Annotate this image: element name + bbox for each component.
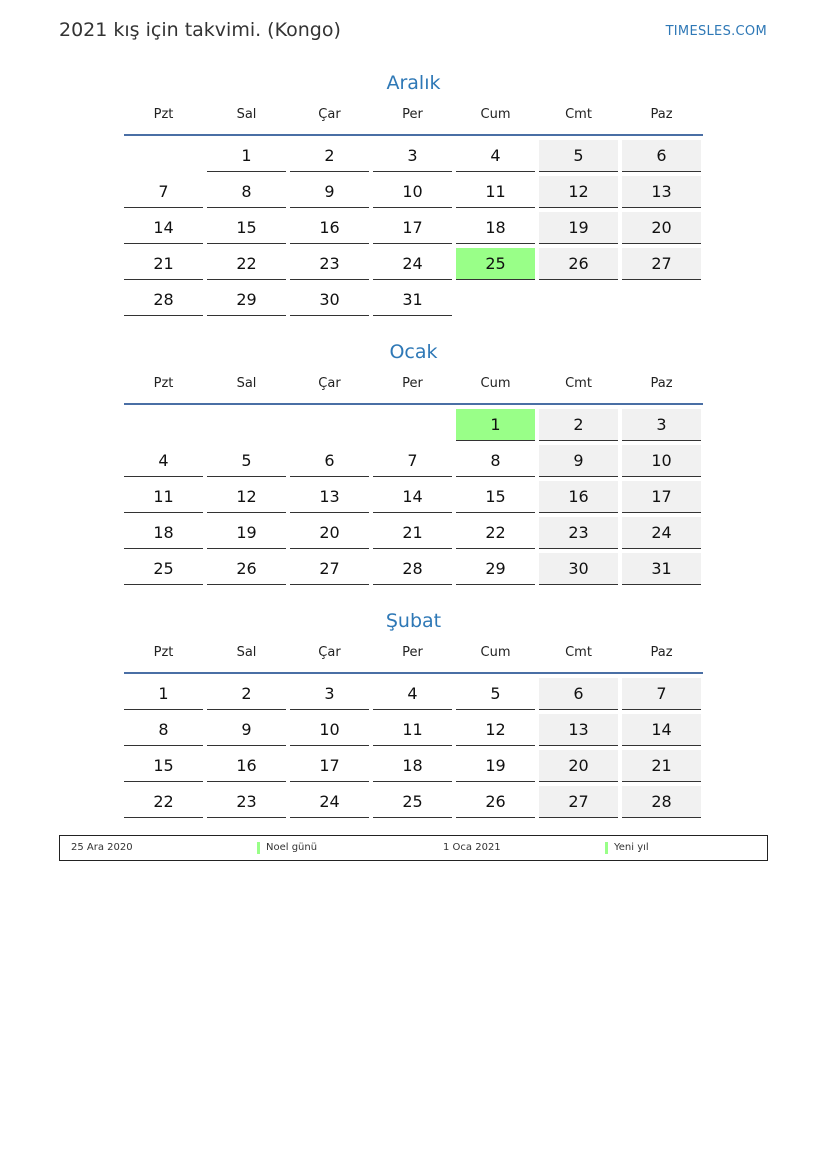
legend-marker-icon-2 bbox=[605, 842, 608, 854]
weekday-label: Cum bbox=[480, 376, 511, 391]
day-cell: 21 bbox=[622, 750, 701, 782]
day-cell: 17 bbox=[373, 212, 452, 244]
weekday-label: Çar bbox=[318, 376, 341, 391]
day-cell: 11 bbox=[124, 481, 203, 513]
holiday-day-cell: 1 bbox=[456, 409, 535, 441]
day-cell: 5 bbox=[207, 445, 286, 477]
empty-day-cell bbox=[622, 284, 701, 316]
day-cell: 9 bbox=[539, 445, 618, 477]
day-cell: 12 bbox=[207, 481, 286, 513]
day-cell: 9 bbox=[207, 714, 286, 746]
weekday-label: Cum bbox=[480, 645, 511, 660]
day-cell: 11 bbox=[373, 714, 452, 746]
day-cell: 12 bbox=[539, 176, 618, 208]
day-cell: 8 bbox=[456, 445, 535, 477]
day-cell: 3 bbox=[290, 678, 369, 710]
day-cell: 4 bbox=[124, 445, 203, 477]
day-cell: 1 bbox=[207, 140, 286, 172]
empty-day-cell bbox=[124, 409, 203, 441]
legend-date-2: 1 Oca 2021 bbox=[443, 842, 501, 853]
day-cell: 29 bbox=[207, 284, 286, 316]
day-cell: 6 bbox=[622, 140, 701, 172]
day-cell: 31 bbox=[373, 284, 452, 316]
weekday-label: Per bbox=[402, 376, 423, 391]
day-cell: 13 bbox=[290, 481, 369, 513]
weekday-label: Cum bbox=[480, 107, 511, 122]
day-cell: 22 bbox=[124, 786, 203, 818]
day-cell: 27 bbox=[539, 786, 618, 818]
day-cell: 2 bbox=[290, 140, 369, 172]
day-cell: 8 bbox=[124, 714, 203, 746]
day-cell: 28 bbox=[124, 284, 203, 316]
weekday-label: Per bbox=[402, 645, 423, 660]
legend-date-1: 25 Ara 2020 bbox=[71, 842, 133, 853]
weekday-label: Paz bbox=[650, 107, 673, 122]
day-cell: 19 bbox=[207, 517, 286, 549]
day-cell: 11 bbox=[456, 176, 535, 208]
day-cell: 13 bbox=[622, 176, 701, 208]
week-row bbox=[124, 553, 703, 585]
day-cell: 4 bbox=[373, 678, 452, 710]
weekday-label: Sal bbox=[236, 645, 257, 660]
week-row bbox=[124, 248, 703, 280]
week-row bbox=[124, 140, 703, 172]
weekday-label: Pzt bbox=[153, 376, 174, 391]
weeks-grid bbox=[124, 678, 703, 818]
day-cell: 29 bbox=[456, 553, 535, 585]
weekday-label: Çar bbox=[318, 107, 341, 122]
day-cell: 21 bbox=[124, 248, 203, 280]
month-title: Aralık bbox=[386, 72, 441, 94]
weekday-label: Cmt bbox=[565, 645, 592, 660]
weekday-label: Sal bbox=[236, 107, 257, 122]
day-cell: 2 bbox=[539, 409, 618, 441]
day-cell: 6 bbox=[539, 678, 618, 710]
day-cell: 22 bbox=[456, 517, 535, 549]
day-cell: 18 bbox=[124, 517, 203, 549]
day-cell: 5 bbox=[539, 140, 618, 172]
week-row bbox=[124, 445, 703, 477]
day-cell: 26 bbox=[539, 248, 618, 280]
day-cell: 22 bbox=[207, 248, 286, 280]
day-cell: 18 bbox=[373, 750, 452, 782]
day-cell: 1 bbox=[124, 678, 203, 710]
holiday-legend bbox=[59, 835, 768, 861]
day-cell: 7 bbox=[124, 176, 203, 208]
day-cell: 16 bbox=[290, 212, 369, 244]
day-cell: 26 bbox=[207, 553, 286, 585]
weekday-label: Pzt bbox=[153, 645, 174, 660]
empty-day-cell bbox=[124, 140, 203, 172]
day-cell: 30 bbox=[539, 553, 618, 585]
day-cell: 20 bbox=[290, 517, 369, 549]
day-cell: 3 bbox=[622, 409, 701, 441]
day-cell: 27 bbox=[622, 248, 701, 280]
weekday-label: Paz bbox=[650, 645, 673, 660]
weekday-label: Çar bbox=[318, 645, 341, 660]
day-cell: 16 bbox=[207, 750, 286, 782]
weekday-header bbox=[124, 100, 703, 136]
weekday-header bbox=[124, 369, 703, 405]
weeks-grid bbox=[124, 409, 703, 585]
empty-day-cell bbox=[373, 409, 452, 441]
day-cell: 21 bbox=[373, 517, 452, 549]
month-title: Şubat bbox=[385, 610, 442, 632]
day-cell: 20 bbox=[622, 212, 701, 244]
week-row bbox=[124, 176, 703, 208]
empty-day-cell bbox=[207, 409, 286, 441]
month-title: Ocak bbox=[389, 341, 438, 363]
day-cell: 15 bbox=[456, 481, 535, 513]
day-cell: 30 bbox=[290, 284, 369, 316]
day-cell: 13 bbox=[539, 714, 618, 746]
day-cell: 24 bbox=[622, 517, 701, 549]
day-cell: 20 bbox=[539, 750, 618, 782]
day-cell: 17 bbox=[290, 750, 369, 782]
week-row bbox=[124, 786, 703, 818]
holiday-day-cell: 25 bbox=[456, 248, 535, 280]
week-row bbox=[124, 714, 703, 746]
day-cell: 5 bbox=[456, 678, 535, 710]
day-cell: 23 bbox=[290, 248, 369, 280]
empty-day-cell bbox=[290, 409, 369, 441]
day-cell: 12 bbox=[456, 714, 535, 746]
day-cell: 24 bbox=[373, 248, 452, 280]
day-cell: 17 bbox=[622, 481, 701, 513]
weekday-label: Sal bbox=[236, 376, 257, 391]
day-cell: 2 bbox=[207, 678, 286, 710]
weekday-label: Paz bbox=[650, 376, 673, 391]
week-row bbox=[124, 750, 703, 782]
month-block bbox=[124, 339, 703, 589]
day-cell: 28 bbox=[373, 553, 452, 585]
day-cell: 10 bbox=[373, 176, 452, 208]
day-cell: 10 bbox=[622, 445, 701, 477]
day-cell: 15 bbox=[207, 212, 286, 244]
month-block bbox=[124, 608, 703, 822]
day-cell: 10 bbox=[290, 714, 369, 746]
day-cell: 8 bbox=[207, 176, 286, 208]
day-cell: 16 bbox=[539, 481, 618, 513]
empty-day-cell bbox=[456, 284, 535, 316]
empty-day-cell bbox=[539, 284, 618, 316]
week-row bbox=[124, 212, 703, 244]
week-row bbox=[124, 481, 703, 513]
day-cell: 7 bbox=[373, 445, 452, 477]
weekday-label: Cmt bbox=[565, 107, 592, 122]
legend-label-1: Noel günü bbox=[266, 842, 318, 853]
page-title: 2021 kış için takvimi. (Kongo) bbox=[59, 19, 341, 41]
day-cell: 25 bbox=[124, 553, 203, 585]
weekday-label: Cmt bbox=[565, 376, 592, 391]
month-block bbox=[124, 70, 703, 320]
day-cell: 28 bbox=[622, 786, 701, 818]
day-cell: 24 bbox=[290, 786, 369, 818]
day-cell: 27 bbox=[290, 553, 369, 585]
day-cell: 15 bbox=[124, 750, 203, 782]
day-cell: 18 bbox=[456, 212, 535, 244]
day-cell: 26 bbox=[456, 786, 535, 818]
day-cell: 23 bbox=[539, 517, 618, 549]
brand-link[interactable]: TIMESLES.COM bbox=[665, 24, 767, 39]
weekday-label: Pzt bbox=[153, 107, 174, 122]
legend-marker-icon-1 bbox=[257, 842, 260, 854]
day-cell: 14 bbox=[373, 481, 452, 513]
day-cell: 14 bbox=[622, 714, 701, 746]
week-row bbox=[124, 517, 703, 549]
day-cell: 6 bbox=[290, 445, 369, 477]
weeks-grid bbox=[124, 140, 703, 316]
day-cell: 25 bbox=[373, 786, 452, 818]
weekday-header bbox=[124, 638, 703, 674]
legend-label-2: Yeni yıl bbox=[614, 842, 649, 853]
day-cell: 23 bbox=[207, 786, 286, 818]
week-row bbox=[124, 409, 703, 441]
day-cell: 19 bbox=[539, 212, 618, 244]
day-cell: 31 bbox=[622, 553, 701, 585]
day-cell: 9 bbox=[290, 176, 369, 208]
day-cell: 3 bbox=[373, 140, 452, 172]
day-cell: 19 bbox=[456, 750, 535, 782]
week-row bbox=[124, 678, 703, 710]
weekday-label: Per bbox=[402, 107, 423, 122]
day-cell: 14 bbox=[124, 212, 203, 244]
week-row bbox=[124, 284, 703, 316]
day-cell: 4 bbox=[456, 140, 535, 172]
day-cell: 7 bbox=[622, 678, 701, 710]
